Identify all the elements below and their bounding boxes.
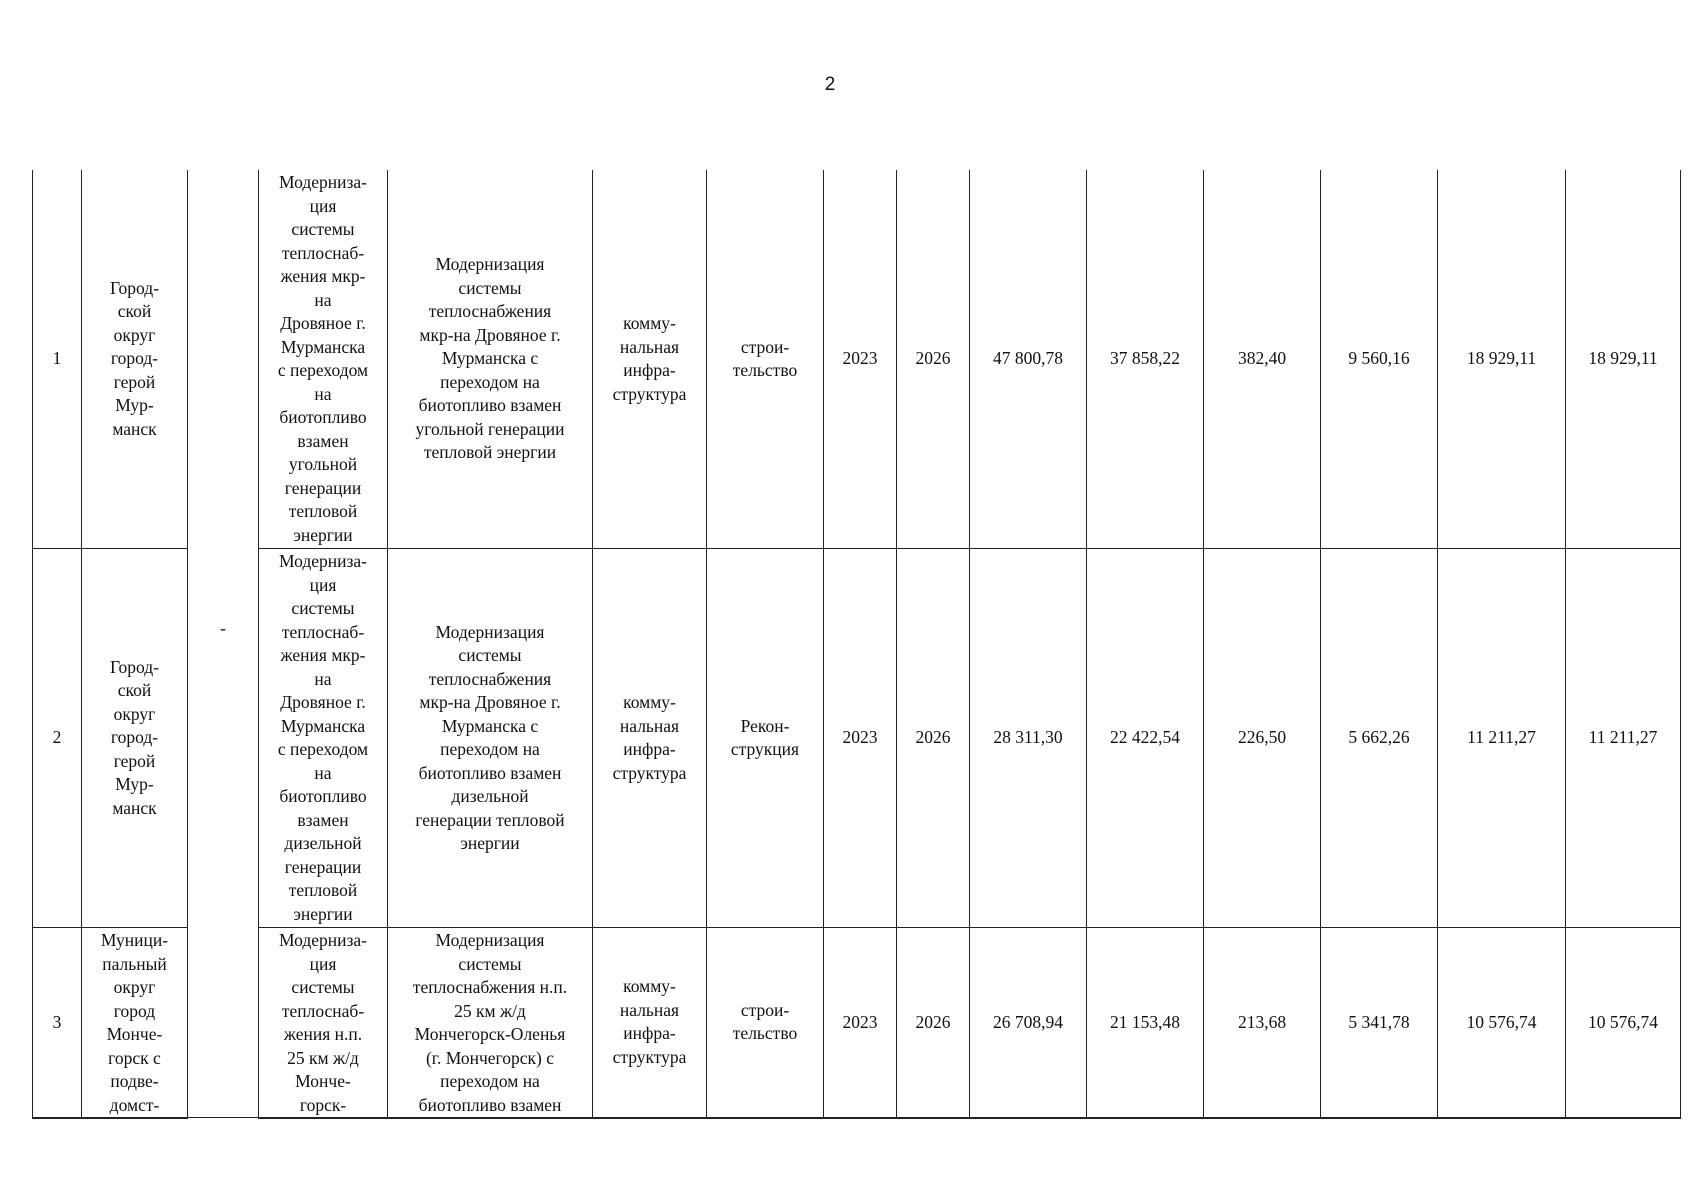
merged-dash-text: -: [220, 618, 226, 639]
year-start-cell: 2023: [824, 928, 897, 1118]
table-row: [33, 549, 1681, 928]
value-5-cell: 18 929,11: [1438, 170, 1566, 549]
value-3-cell: 382,40: [1204, 170, 1321, 549]
work-type-cell: [707, 928, 824, 1118]
row-number: 3: [33, 928, 82, 1118]
row-number: 2: [33, 549, 82, 928]
municipality-cell: [82, 928, 188, 1118]
object-name-text: Модерниза- ция системы теплоснаб- жения мкр- на Дровяное г. Мурманска с переходом на биотопливо взамен дизельной генерации тепловой энергии: [277, 551, 369, 924]
description-cell: [388, 549, 593, 928]
object-name-text: Модерниза- ция системы теплоснаб- жения н.п. 25 км ж/д Монче- горск-: [278, 930, 368, 1115]
value-1-cell: 26 708,94: [970, 928, 1087, 1118]
description-cell: [388, 170, 593, 549]
value-2-cell: 22 422,54: [1087, 549, 1204, 928]
description-text: Модернизация системы теплоснабжения н.п. 25 км ж/д Мончегорск-Оленья (г. Мончегорск) с переходом на биотопливо взамен: [412, 930, 568, 1115]
municipality-cell: [82, 549, 188, 928]
municipality-text: Город- ской округ город- герой Мур- манск: [109, 277, 160, 439]
table-row: [33, 928, 1681, 1118]
sphere-text: комму- нальная инфра- структура: [612, 976, 687, 1067]
value-1-cell: 47 800,78: [970, 170, 1087, 549]
work-type-text: строи- тельство: [732, 336, 798, 380]
value-1-cell: 28 311,30: [970, 549, 1087, 928]
description-text: Модернизация системы теплоснабжения мкр-на Дровяное г. Мурманска с переходом на биотопливо взамен угольной генерации тепловой энергии: [415, 254, 565, 463]
table-row: [33, 170, 1681, 549]
work-type-text: Рекон- струкция: [730, 715, 800, 759]
year-end-cell: 2026: [897, 549, 970, 928]
work-type-cell: [707, 170, 824, 549]
value-6-cell: 18 929,11: [1566, 170, 1681, 549]
value-6-cell: 10 576,74: [1566, 928, 1681, 1118]
sphere-cell: [593, 170, 707, 549]
year-end-cell: 2026: [897, 928, 970, 1118]
row-number: 1: [33, 170, 82, 549]
object-name-cell: [259, 170, 388, 549]
work-type-text: строи- тельство: [732, 999, 798, 1044]
value-5-cell: 10 576,74: [1438, 928, 1566, 1118]
page-number: 2: [824, 74, 836, 95]
description-cell: [388, 928, 593, 1118]
value-4-cell: 5 341,78: [1321, 928, 1438, 1118]
object-name-cell: [259, 928, 388, 1118]
year-start-cell: 2023: [824, 549, 897, 928]
value-5-cell: 11 211,27: [1438, 549, 1566, 928]
municipality-text: Муници- пальный округ город Монче- горск с подве- домст-: [100, 930, 169, 1115]
sphere-text: комму- нальная инфра- структура: [612, 692, 687, 783]
value-3-cell: 213,68: [1204, 928, 1321, 1118]
sphere-cell: [593, 928, 707, 1118]
year-end-cell: 2026: [897, 170, 970, 549]
value-4-cell: 9 560,16: [1321, 170, 1438, 549]
municipality-text: Город- ской округ город- герой Мур- манск: [109, 656, 160, 818]
merged-dash-cell: [188, 170, 259, 1118]
value-2-cell: 21 153,48: [1087, 928, 1204, 1118]
object-name-cell: [259, 549, 388, 928]
value-4-cell: 5 662,26: [1321, 549, 1438, 928]
value-3-cell: 226,50: [1204, 549, 1321, 928]
object-name-text: Модерниза- ция системы теплоснаб- жения мкр- на Дровяное г. Мурманска с переходом на биотопливо взамен угольной генерации тепловой энергии: [277, 172, 369, 545]
projects-table: [32, 170, 1681, 1119]
work-type-cell: [707, 549, 824, 928]
sphere-cell: [593, 549, 707, 928]
value-6-cell: 11 211,27: [1566, 549, 1681, 928]
value-2-cell: 37 858,22: [1087, 170, 1204, 549]
description-text: Модернизация системы теплоснабжения мкр-на Дровяное г. Мурманска с переходом на биотопливо взамен дизельной генерации тепловой энергии: [415, 621, 565, 853]
year-start-cell: 2023: [824, 170, 897, 549]
municipality-cell: [82, 170, 188, 549]
sphere-text: комму- нальная инфра- структура: [612, 313, 687, 404]
